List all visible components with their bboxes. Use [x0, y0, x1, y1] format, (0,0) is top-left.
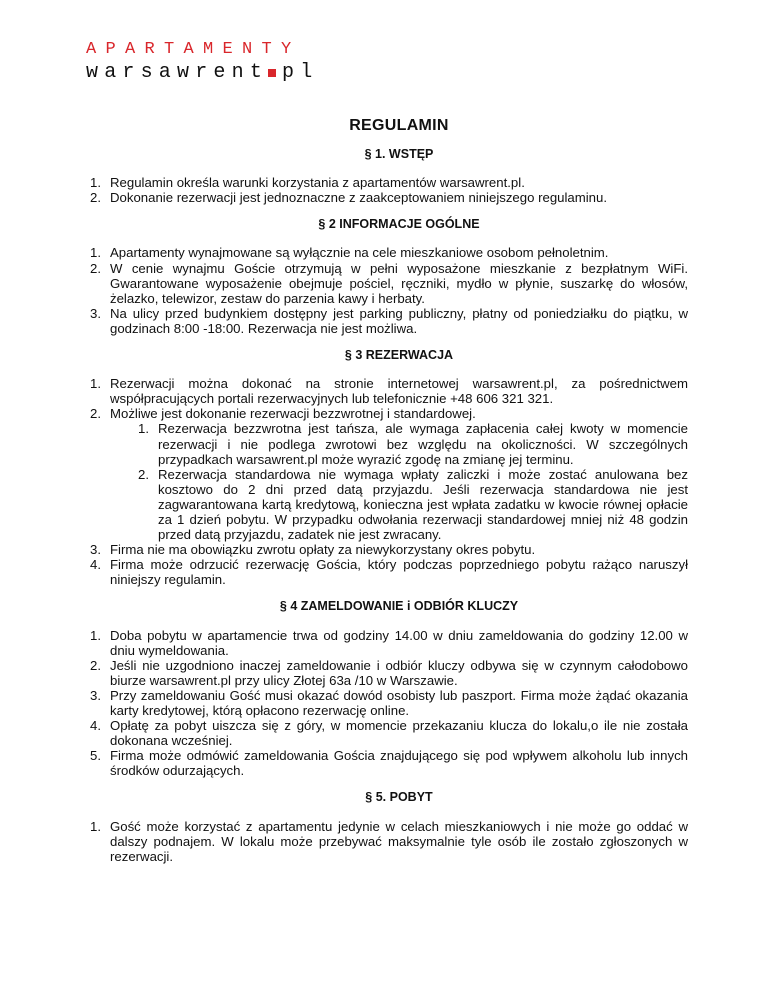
- clause-text: Firma może odmówić zameldowania Gościa znajdującego się pod wpływem alkoholu lub innych środków odurzających.: [110, 748, 688, 779]
- clause-text: Na ulicy przed budynkiem dostępny jest parking publiczny, płatny od poniedziałku do piątku, w godzinach 8:00 -18:00. Rezerwacja nie jest możliwa.: [110, 305, 688, 336]
- clause-number: 3.: [90, 305, 101, 321]
- logo-wordmark-apartamenty: APARTAMENTY: [86, 40, 301, 59]
- clause-list: [90, 376, 688, 588]
- clause-number: 2.: [90, 190, 101, 206]
- clause-number: 1.: [90, 245, 101, 261]
- clause: [90, 175, 688, 191]
- clause-number: 1.: [90, 818, 101, 834]
- clause-text: Rezerwacja standardowa nie wymaga wpłaty zaliczki i może zostać anulowana bez kosztowo do 2 dni przed datą przyjazdu. Jeśli rezerwacja standardowa nie jest zagwarantowana kartą kredytową, konieczna jest wpłata zadatku w kwocie równej opłacie za 1 dzień pobytu. W przypadku odwołania rezerwacji standardowej mniej niż 48 godzin przed datą przyjazdu, zadatek nie jest zwracany.: [158, 466, 688, 543]
- clause-text: Firma nie ma obowiązku zwrotu opłaty za niewykorzystany okres pobytu.: [110, 542, 536, 558]
- clause: [90, 406, 688, 543]
- clause-text: Rezerwacji można dokonać na stronie internetowej warsawrent.pl, za pośrednictwem współpracujących portali rezerwacyjnych lub telefonicznie +48 606 321 321.: [110, 376, 688, 407]
- clause-text: Rezerwacja bezzwrotna jest tańsza, ale wymaga zapłacenia całej kwoty w momencie rezerwacji i nie podlega zwrotowi bez względu na okoliczności. W szczególnych przypadkach warsawrent.pl może wyrazić zgodę na zmianę jej terminu.: [158, 421, 688, 467]
- clause-text: Firma może odrzucić rezerwację Gościa, który podczas poprzedniego pobytu rażąco naruszył niniejszy regulamin.: [110, 557, 688, 588]
- clause-number: 3.: [90, 687, 101, 703]
- clause: [90, 542, 688, 558]
- sub-clause: [138, 421, 688, 467]
- section-heading: § 1. WSTĘP: [364, 147, 434, 162]
- clause-number: 2.: [90, 260, 101, 276]
- clause-text: W cenie wynajmu Goście otrzymują w pełni wyposażone mieszkanie z bezpłatnym WiFi. Gwarantowane wyposażenie obejmuje pościel, ręczniki, mydło w płynie, suszarkę do włosów, żelazko, telewizor, zestaw do parzenia kawy i herbaty.: [110, 260, 688, 306]
- clause: [90, 305, 688, 336]
- logo-tld: pl: [282, 61, 319, 84]
- clause-text: Apartamenty wynajmowane są wyłącznie na cele mieszkaniowe osobom pełnoletnim.: [110, 245, 609, 261]
- clause-text: Przy zameldowaniu Gość musi okazać dowód osobisty lub paszport. Firma może żądać okazania karty kredytowej, którą opłacono rezerwację online.: [110, 687, 688, 718]
- clause-text: Doba pobytu w apartamencie trwa od godziny 14.00 w dniu zameldowania do godziny 12.00 w dniu wymeldowania.: [110, 627, 688, 658]
- clause-list: [90, 818, 688, 864]
- clause: [90, 627, 688, 658]
- clause-number: 2.: [90, 406, 101, 422]
- document-body: [90, 117, 688, 876]
- section-heading: § 3 REZERWACJA: [344, 348, 454, 363]
- clause-number: 4.: [90, 557, 101, 573]
- logo-brand: warsawrent: [86, 61, 269, 84]
- clause: [90, 190, 688, 206]
- clause: [90, 748, 688, 779]
- clause-list: [90, 175, 688, 206]
- clause-text: Jeśli nie uzgodniono inaczej zameldowanie i odbiór kluczy odbywa się w czynnym całodobowo biurze warsawrent.pl przy ulicy Złotej 63a /10 w Warszawie.: [110, 657, 688, 688]
- clause-number: 5.: [90, 748, 101, 764]
- clause-text: Dokonanie rezerwacji jest jednoznaczne z zaakceptowaniem niniejszego regulaminu.: [110, 190, 608, 206]
- logo-dot-icon: [268, 69, 276, 77]
- clause: [90, 818, 688, 864]
- clause-number: 1.: [138, 421, 149, 437]
- section-heading: § 2 INFORMACJE OGÓLNE: [318, 217, 480, 232]
- clause: [90, 557, 688, 588]
- section-heading: § 4 ZAMELDOWANIE i ODBIÓR KLUCZY: [279, 599, 519, 614]
- clause-text: Gość może korzystać z apartamentu jedynie w celach mieszkaniowych i nie może go oddać w dalszy podnajem. W lokalu może przebywać maksymalnie tyle osób ile zostało zgłoszonych w rezerwacji.: [110, 818, 688, 864]
- section-heading: § 5. POBYT: [365, 790, 433, 805]
- sub-list: [110, 421, 688, 542]
- clause: [90, 687, 688, 718]
- clause-text: Opłatę za pobyt uiszcza się z góry, w momencie przekazaniu klucza do lokalu,o ile nie została dokonana wcześniej.: [110, 718, 688, 749]
- clause: [90, 718, 688, 749]
- clause-number: 4.: [90, 718, 101, 734]
- clause-list: [90, 245, 688, 336]
- clause-text: Regulamin określa warunki korzystania z apartamentów warsawrent.pl.: [110, 175, 525, 191]
- clause: [90, 657, 688, 688]
- sections: [90, 147, 688, 864]
- clause: [90, 376, 688, 407]
- logo: [86, 40, 318, 84]
- clause-number: 2.: [138, 466, 149, 482]
- clause-number: 1.: [90, 175, 101, 191]
- sub-clause: [138, 466, 688, 543]
- logo-wordmark-warsawrent: [86, 62, 318, 84]
- clause: [90, 260, 688, 306]
- clause-number: 1.: [90, 376, 101, 392]
- clause-number: 1.: [90, 627, 101, 643]
- clause-number: 2.: [90, 657, 101, 673]
- clause: [90, 245, 688, 261]
- document-title: REGULAMIN: [349, 117, 449, 134]
- clause-number: 3.: [90, 542, 101, 558]
- clause-text: Możliwe jest dokonanie rezerwacji bezzwrotnej i standardowej.: [110, 406, 476, 422]
- clause-list: [90, 627, 688, 779]
